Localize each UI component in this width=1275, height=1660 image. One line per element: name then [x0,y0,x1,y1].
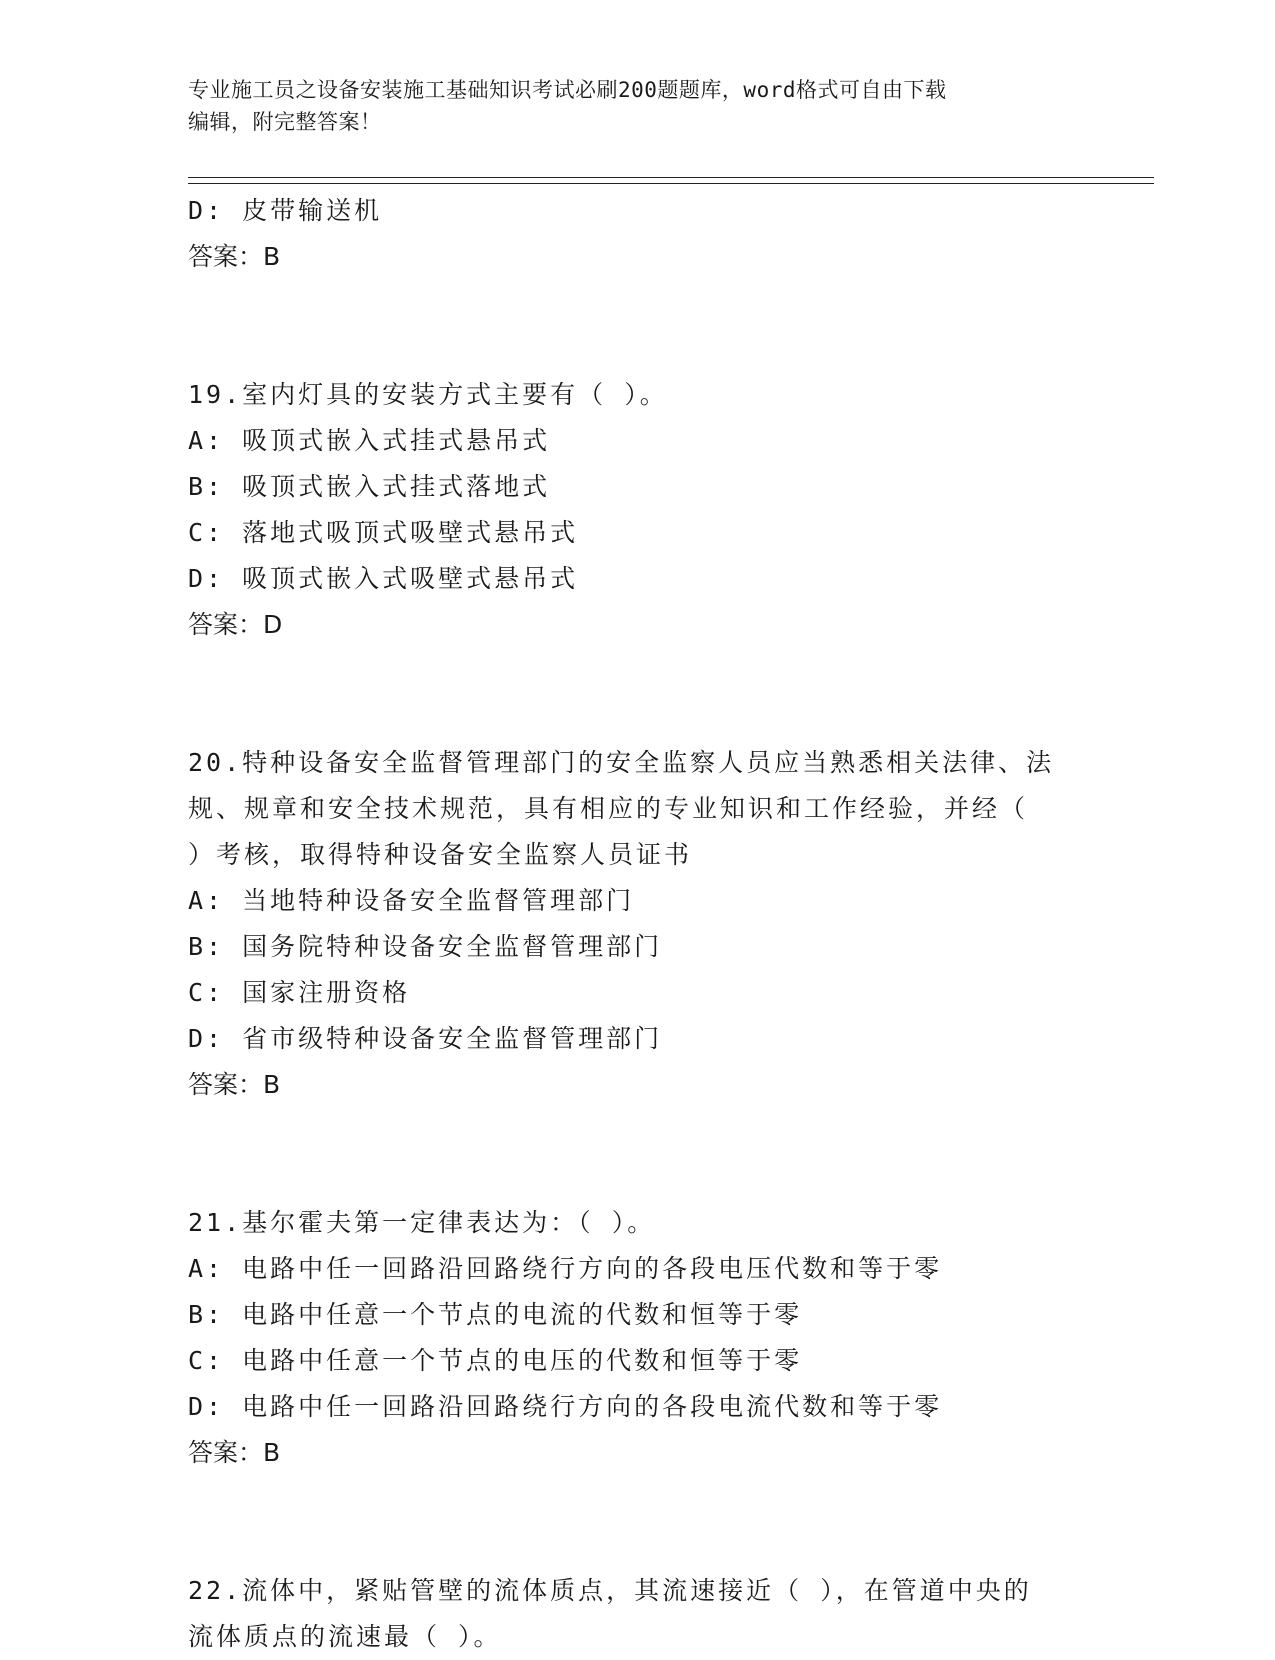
answer-line: 答案：D [188,610,283,639]
spacer [188,648,1148,740]
spacer [188,1108,1148,1200]
spacer [188,280,1148,372]
answer-line: 答案：B [188,242,281,271]
question-20 [188,740,1148,1108]
question-stem-line-1: 20.特种设备安全监督管理部门的安全监察人员应当熟悉相关法律、法 [188,748,1055,777]
option-a: A: 当地特种设备安全监督管理部门 [188,886,635,915]
question-21 [188,1200,1148,1476]
header-line-1: 专业施工员之设备安装施工基础知识考试必刷200题题库，word格式可自由下载 [188,78,947,102]
spacer [188,1476,1148,1568]
question-body [188,188,1148,1660]
option-c: C: 国家注册资格 [188,978,411,1007]
answer-line: 答案：B [188,1438,281,1467]
question-22 [188,1568,1148,1660]
option-d: D: 吸顶式嵌入式吸壁式悬吊式 [188,564,579,593]
option-c: C: 电路中任意一个节点的电压的代数和恒等于零 [188,1346,803,1375]
question-stem-line-1: 22.流体中，紧贴管壁的流体质点，其流速接近（ ），在管道中央的 [188,1576,1032,1605]
question-19 [188,372,1148,648]
question-stem-line-2: 流体质点的流速最（ ）。 [188,1622,502,1651]
option-a: A: 吸顶式嵌入式挂式悬吊式 [188,426,551,455]
question-stem-line-2: 规、规章和安全技术规范，具有相应的专业知识和工作经验，并经（ [188,794,1029,823]
option-b: B: 电路中任意一个节点的电流的代数和恒等于零 [188,1300,803,1329]
option-b: B: 吸顶式嵌入式挂式落地式 [188,472,551,501]
question-stem: 19.室内灯具的安装方式主要有（ ）。 [188,380,668,409]
header-divider-top [188,177,1154,178]
question-stem: 21.基尔霍夫第一定律表达为：（ ）。 [188,1208,656,1237]
option-a: A: 电路中任一回路沿回路绕行方向的各段电压代数和等于零 [188,1254,943,1283]
option-d: D: 电路中任一回路沿回路绕行方向的各段电流代数和等于零 [188,1392,943,1421]
header-line-2: 编辑，附完整答案！ [188,110,382,134]
document-header [188,74,1088,138]
option-d: D: 皮带输送机 [188,196,383,225]
question-18-tail [188,188,1148,280]
header-divider-bottom [188,183,1154,184]
option-b: B: 国务院特种设备安全监督管理部门 [188,932,663,961]
option-c: C: 落地式吸顶式吸壁式悬吊式 [188,518,579,547]
question-stem-line-3: ）考核，取得特种设备安全监察人员证书 [188,840,693,869]
answer-line: 答案：B [188,1070,281,1099]
option-d: D: 省市级特种设备安全监督管理部门 [188,1024,663,1053]
